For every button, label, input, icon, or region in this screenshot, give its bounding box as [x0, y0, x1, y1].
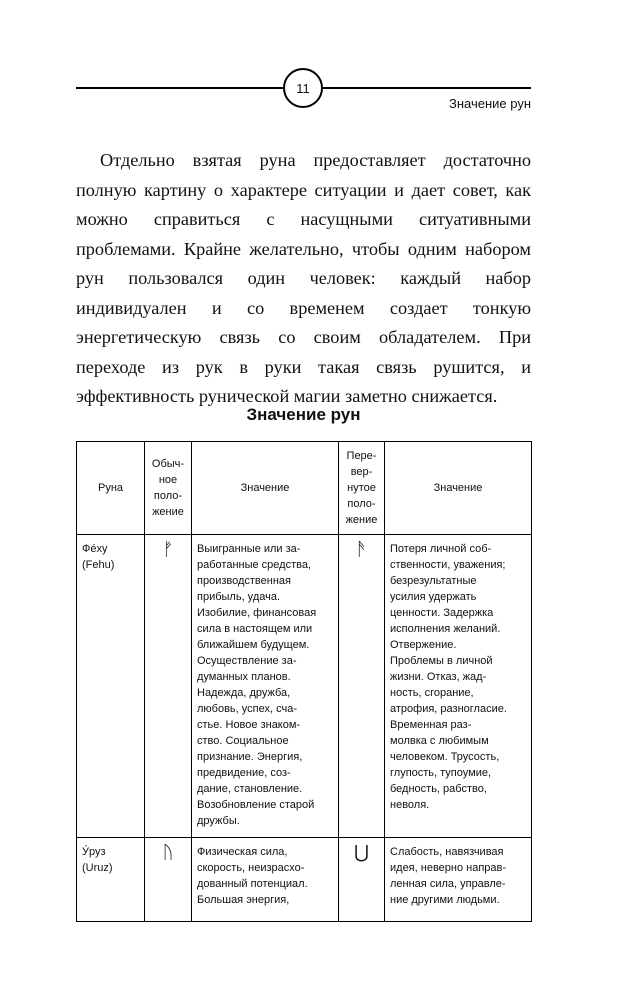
- header-upright-text: Обыч- ное поло- жение: [151, 458, 185, 518]
- header-reversed: [339, 442, 385, 535]
- table-header-row: [77, 442, 532, 535]
- page-number: [283, 68, 323, 108]
- header-meaning-upright: [192, 442, 339, 535]
- upright-glyph-cell: [145, 838, 192, 922]
- upright-meaning: Выигранные или за- работанные средства, производственная прибыль, удача. Изобилие, финансовая сила в настоящем или ближайшем будущем. Осуществление за- думанных планов. Надежда, дружба, любовь, успех, сча- стье. Новое знаком- ство. Социальное признание. Энергия, предвидение, соз- дание, становление. Возобновление старой дружбы.: [197, 543, 317, 827]
- header-upright: [145, 442, 192, 535]
- body-paragraph: Отдельно взятая руна предоставляет достаточно полную картину о характере ситуации и дает совет, как можно справиться с насущными ситуативными проблемами. Крайне желательно, чтобы одним набором рун пользовался один человек: каждый набор индивидуален и со временем создает тонкую энергетическую связь со своим обладателем. При переходе из рук в руки такая связь рушится, и эффективность рунической магии заметно снижается.: [76, 150, 531, 406]
- uruz-rune-icon: ᚢ: [162, 842, 174, 862]
- table-row: [77, 838, 532, 922]
- upright-glyph-cell: [145, 535, 192, 838]
- fehu-rune-icon: ᚠ: [162, 539, 174, 559]
- reversed-meaning: Потеря личной соб- ственности, уважения; безрезультатные усилия удержать ценности. Задержка исполнения желаний. Отвержение. Проблемы в личной жизни. Отказ, жад- ность, сгорание, атрофия, разногласие. Временная раз- молвка с любимым человеком. Трусость, глупость, тупоумие, бедность, рабство, неволя.: [390, 543, 507, 811]
- table-title: Значение рун: [246, 405, 361, 424]
- reversed-glyph-cell: [339, 535, 385, 838]
- fehu-reversed-rune-icon: ᚫ: [356, 539, 367, 559]
- rune-name-cell: [77, 838, 145, 922]
- table-row: [77, 535, 532, 838]
- reversed-meaning-cell: [385, 838, 532, 922]
- rune-name: Фéху (Fehu): [82, 543, 115, 571]
- reversed-meaning: Слабость, навязчивая идея, неверно направ- ленная сила, управле- ние другими людьми.: [390, 846, 507, 906]
- upright-meaning-cell: [192, 838, 339, 922]
- header-reversed-text: Пере- вер- нутое поло- жение: [345, 450, 378, 526]
- header-meaning-upright-text: Значение: [240, 482, 290, 494]
- runes-table: [76, 441, 532, 922]
- header-rune-text: Руна: [97, 482, 124, 494]
- rune-name-cell: [77, 535, 145, 838]
- reversed-meaning-cell: [385, 535, 532, 838]
- reversed-glyph-cell: [339, 838, 385, 922]
- rune-name: У́руз (Uruz): [82, 846, 113, 874]
- header-rune: [77, 442, 145, 535]
- running-head: Значение рун: [448, 96, 531, 111]
- uruz-reversed-rune-icon: ⋃: [354, 842, 369, 862]
- upright-meaning: Физическая сила, скорость, неизрасхо- дованный потенциал. Большая энергия,: [197, 846, 308, 906]
- upright-meaning-cell: [192, 535, 339, 838]
- page-number-text: 11: [296, 80, 310, 96]
- header-meaning-reversed-text: Значение: [433, 482, 483, 494]
- header-meaning-reversed: [385, 442, 532, 535]
